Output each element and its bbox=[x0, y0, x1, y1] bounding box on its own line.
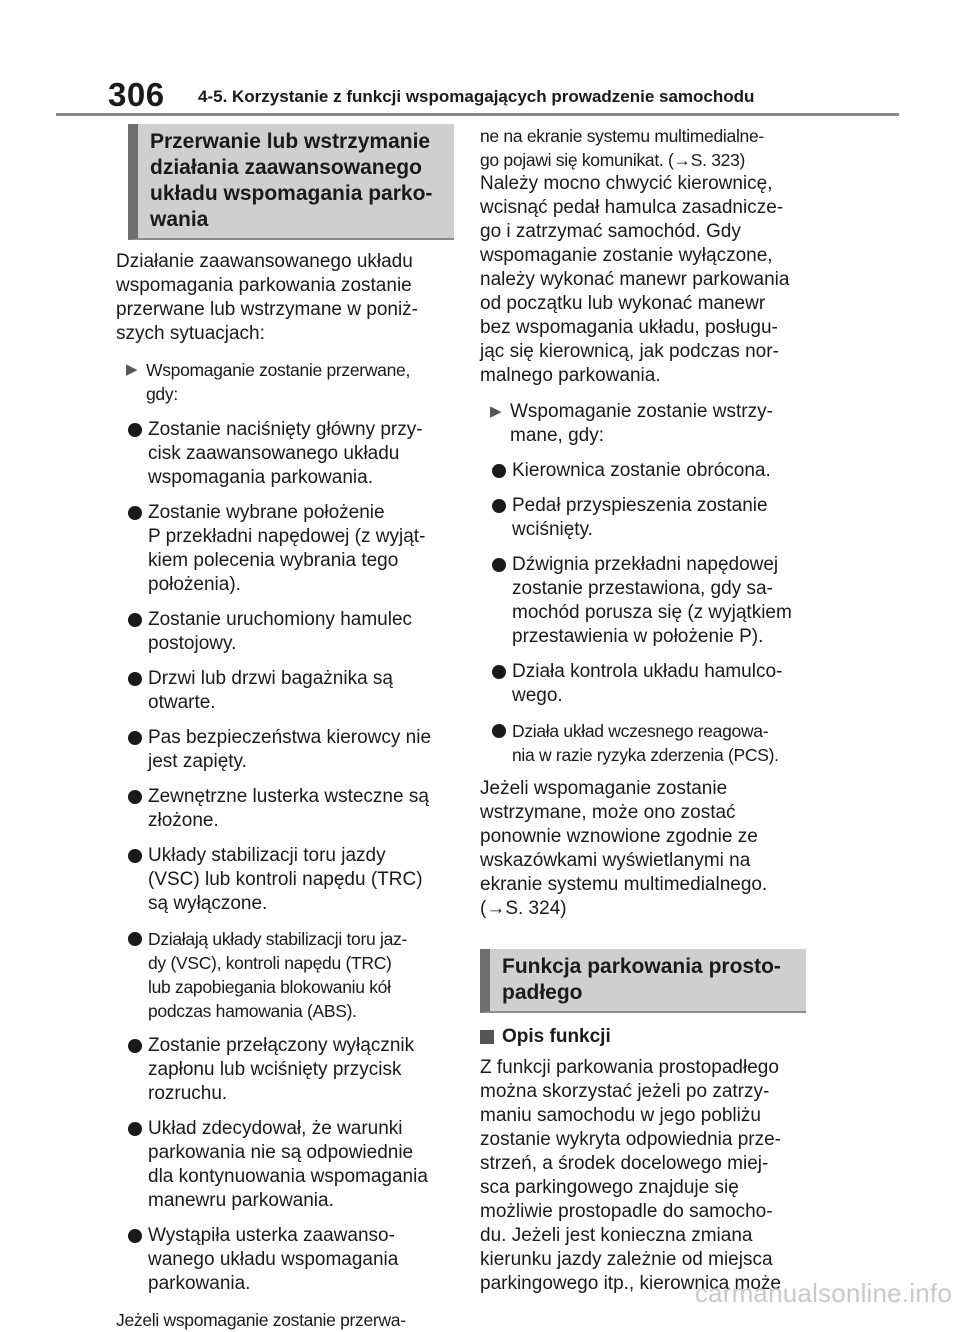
bullet-icon bbox=[128, 1039, 142, 1053]
bullet-icon bbox=[128, 731, 142, 745]
list-item: Pas bezpieczeństwa kierowcy nie jest zapięty. bbox=[116, 726, 454, 774]
list-item: Działają układy stabilizacji toru jaz- dy (VSC), kontroli napędu (TRC) lub zapobiegania blokowaniu kół podczas hamowania (ABS). bbox=[116, 927, 454, 1023]
bullet-icon bbox=[128, 932, 142, 946]
instruction-paragraph: Należy mocno chwycić kierownicę, wcisnąć pedał hamulca zasadnicze- go i zatrzymać samochód. Gdy wspomaganie zostanie wyłączone, należy wykonać manewr parkowania od początku lub wykonać manewr bez wspomagania układu, posługu- jąc się kierownicą, jak podczas nor- malnego parkowania. bbox=[480, 173, 790, 386]
arrow-icon: ▶ bbox=[126, 361, 138, 378]
list-item: Pedał przyspieszenia zostanie wciśnięty. bbox=[480, 494, 806, 542]
list-item: Działa kontrola układu hamulco- wego. bbox=[480, 660, 806, 708]
bullet-icon bbox=[492, 464, 506, 478]
bullet-icon bbox=[128, 849, 142, 863]
description-paragraph: Z funkcji parkowania prostopadłego można skorzystać jeżeli po zatrzy- maniu samochodu w jego pobliżu zostanie wykryta odpowiednia prze- strzeń, a środek docelowego miej- sca parkingowego znajduje się możliwie prostopadle do samocho- du. Jeżeli jest konieczna zmiana kierunku jazdy zależnie od miejsca parkingowego itp., kierownica może bbox=[480, 1057, 781, 1294]
intro-paragraph: Działanie zaawansowanego układu wspomagania parkowania zostanie przerwane lub wstrzymane w poniż- szych sytuacjach: bbox=[116, 251, 419, 344]
subheading-function-description: Opis funkcji bbox=[480, 1025, 806, 1049]
resume-paragraph: Jeżeli wspomaganie zostanie wstrzymane, może ono zostać ponownie wznowione zgodnie ze wskazówkami wyświetlanymi na ekranie systemu multimedialnego. (→S. 324) bbox=[480, 778, 768, 919]
square-icon bbox=[480, 1030, 494, 1044]
list-item: Zostanie przełączony wyłącznik zapłonu lub wciśnięty przycisk rozruchu. bbox=[116, 1034, 454, 1106]
right-column bbox=[480, 124, 806, 1296]
bullet-icon bbox=[492, 724, 506, 738]
list-item: Dźwignia przekładni napędowej zostanie przestawiona, gdy sa- mochód porusza się (z wyjątkiem przestawienia w położenie P). bbox=[480, 553, 806, 649]
list-item: Zostanie naciśnięty główny przy- cisk zaawansowanego układu wspomagania parkowania. bbox=[116, 418, 454, 490]
arrow-item-interrupted: ▶ Wspomaganie zostanie przerwane, gdy: bbox=[126, 360, 411, 404]
list-item: Zostanie uruchomiony hamulec postojowy. bbox=[116, 608, 454, 656]
bullet-icon bbox=[128, 1122, 142, 1136]
bullet-icon bbox=[128, 672, 142, 686]
list-item: Układ zdecydował, że warunki parkowania nie są odpowiednie dla kontynuowania wspomagania manewru parkowania. bbox=[116, 1117, 454, 1213]
arrow-item-suspended: ▶ Wspomaganie zostanie wstrzy- mane, gdy: bbox=[490, 401, 773, 446]
list-item: Kierownica zostanie obrócona. bbox=[480, 459, 806, 483]
watermark: carmanualsonline.info bbox=[694, 1278, 952, 1308]
list-item: Działa układ wczesnego reagowa- nia w razie ryzyka zderzenia (PCS). bbox=[480, 719, 806, 767]
list-item: Zostanie wybrane położenie P przekładni napędowej (z wyjąt- kiem polecenia wybrania tego położenia). bbox=[116, 501, 454, 597]
page-number: 306 bbox=[108, 76, 165, 113]
list-item: Drzwi lub drzwi bagażnika są otwarte. bbox=[116, 667, 454, 715]
list-item: Wystąpiła usterka zaawanso- wanego układu wspomagania parkowania. bbox=[116, 1224, 454, 1296]
closing-paragraph: Jeżeli wspomaganie zostanie przerwa- bbox=[116, 1310, 406, 1330]
bullet-icon bbox=[492, 499, 506, 513]
running-header: 4-5. Korzystanie z funkcji wspomagających prowadzenie samochodu bbox=[198, 87, 755, 106]
left-column bbox=[116, 124, 454, 1332]
header-rule bbox=[56, 113, 899, 116]
section-heading-interruption: Przerwanie lub wstrzymanie działania zaawansowanego układu wspomagania parko- wania bbox=[128, 124, 454, 240]
bullet-icon bbox=[128, 423, 142, 437]
arrow-icon: ▶ bbox=[490, 403, 502, 420]
bullet-icon bbox=[492, 665, 506, 679]
section-heading-perpendicular: Funkcja parkowania prosto- padłego bbox=[480, 949, 806, 1013]
list-item: Zewnętrzne lusterka wsteczne są złożone. bbox=[116, 785, 454, 833]
list-item: Układy stabilizacji toru jazdy (VSC) lub kontroli napędu (TRC) są wyłączone. bbox=[116, 844, 454, 916]
bullet-icon bbox=[128, 1229, 142, 1243]
bullet-icon bbox=[128, 790, 142, 804]
bullet-icon bbox=[128, 506, 142, 520]
continued-paragraph: ne na ekranie systemu multimedialne- go pojawi się komunikat. (→S. 323) bbox=[480, 126, 764, 170]
bullet-icon bbox=[128, 613, 142, 627]
bullet-icon bbox=[492, 558, 506, 572]
